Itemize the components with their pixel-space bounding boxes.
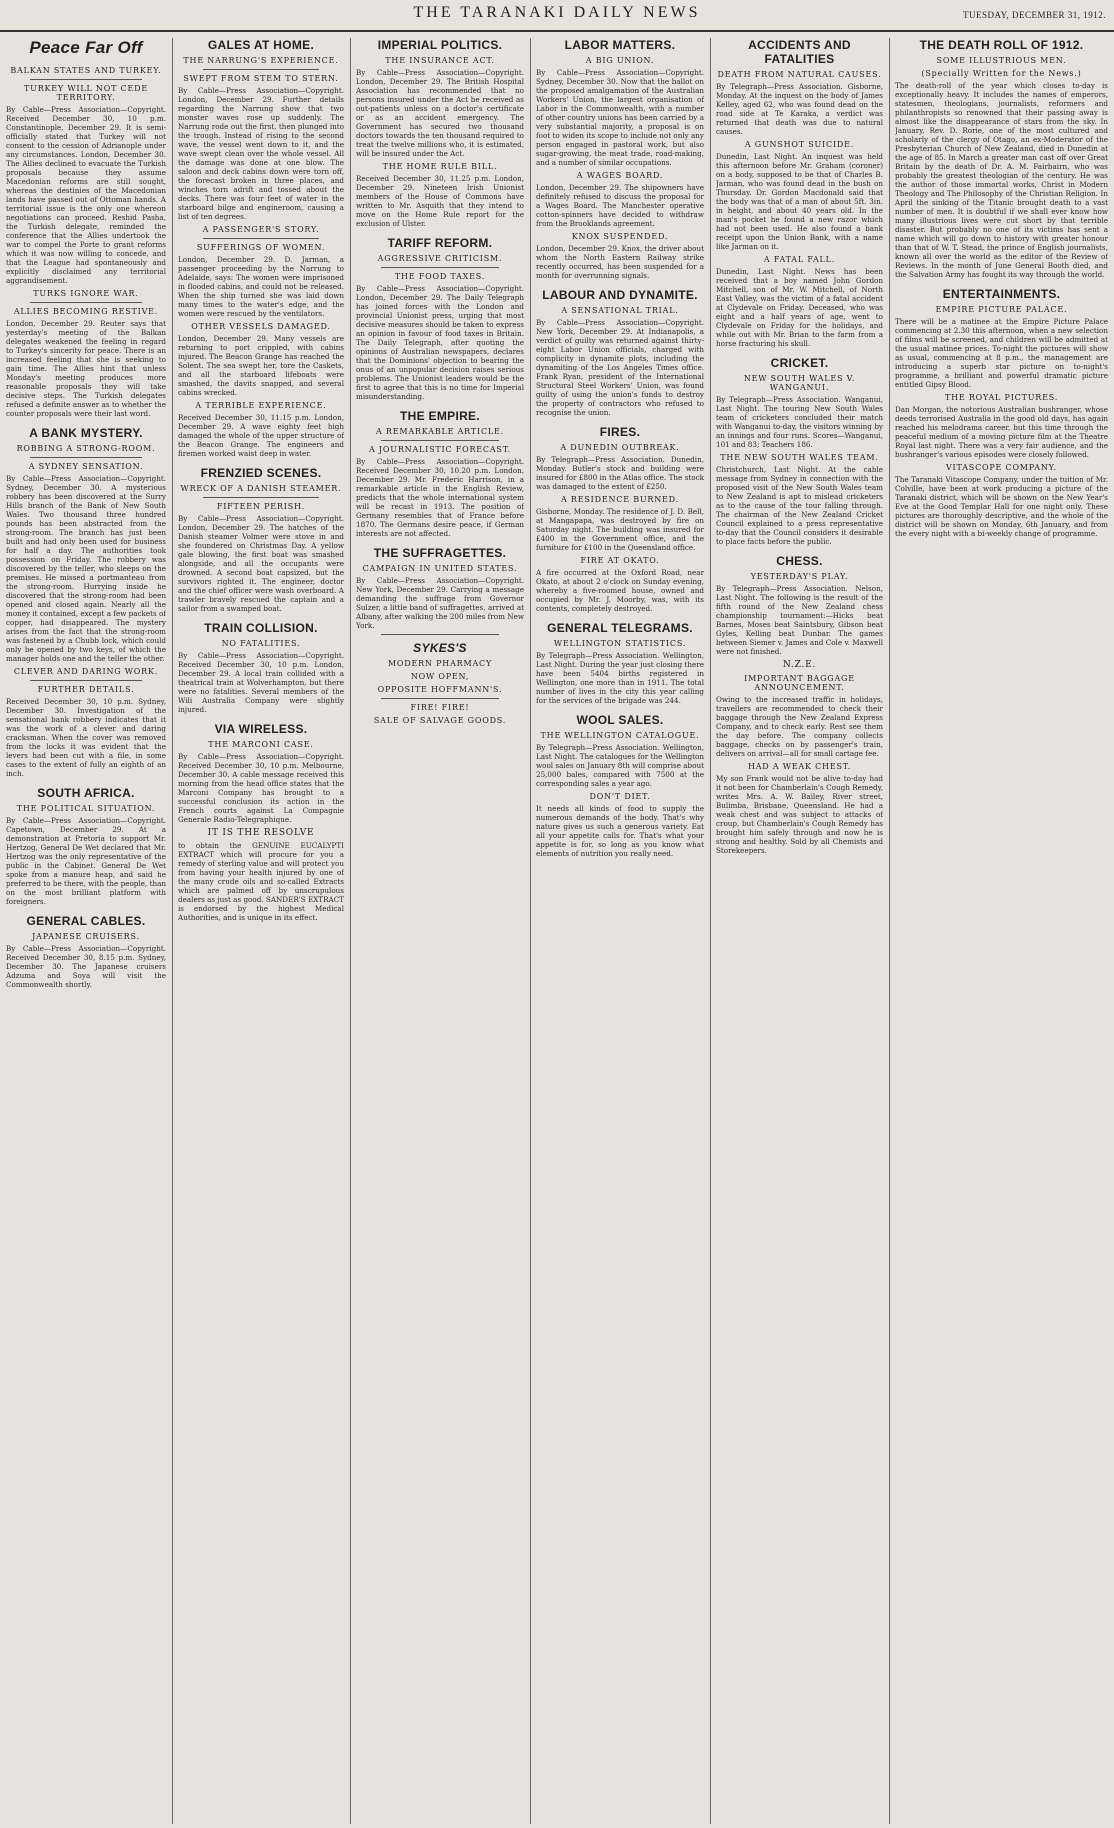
article-body: By Cable—Press Association—Copyright. Sydney, December 30. Now that the ballot on the proposed amalgamation of the Australian Workers' Union, the largest organisation of Labor in the Commonwealth, with a number of other country unions has been carried by a very substantial majority, a proposal is on foot to widen its scope to include not only any person engaged in pastoral work, but also sugar-growing, the meat trade, road-making, and a number of similar occupations. — [536, 68, 704, 167]
article-body: By Cable—Press Association—Copyright. London, December 29. The hatches of the Danish steamer Volmer were stove in and she foundered on Christmas Day. A yellow gale blowing, the first boat was smashed alongside, and all the occupants were drowned. A second boat capsized, but the survivors righted it. The engineer, doctor and the chief officer were wash overboard. A trawler bravely rescued the captain and a sailor from a swamped boat. — [178, 514, 344, 613]
divider — [381, 698, 499, 699]
divider — [30, 79, 142, 80]
article-body: Dunedin, Last Night. News has been received that a boy named John Gordon Mitchell, son of Mr. W. Mitchell, of North East Valley, was the victim of a fatal accident at Clydevale on Friday. Deceased, who was eight and a half years of age, went to Clydevale on Friday for the holidays, and while out with Mr. Brian to the farm from a horse fracturing his skull. — [716, 267, 883, 348]
subhead: A SYDNEY SENSATION. — [28, 462, 144, 471]
advert-heading: N.Z.E. — [782, 660, 817, 670]
article-body: By Cable—Press Association—Copyright. Received December 30, 10 p.m. Constantinople, December 29. It is semi-officially stated that Turkey will not consent to the cession of Adrianople under any circumstances. London, December 30. The Allies declined to evacuate the Turkish proposals because they assume Macedonian reforms are still sought, whereas the destinies of the Macedonian lands have passed out of Ottoman hands. A territorial issue is the only one whereon negotiations can proceed. Reshid Pasha, the Turkish delegate, reminded the conference that the Allies undertook the war to compel the Porte to grant reforms which it was now willing to concede, and that the League had spontaneously and explicitly disclaimed any territorial aggrandisement. — [6, 105, 166, 285]
article-body: London, December 29. Knox, the driver about whom the North Eastern Railway strike recently occurred, has been suspended for a month for overrunning signals. — [536, 244, 704, 280]
article-body: By Cable—Press Association—Copyright. London, December 29. The British Hospital Association has recommended that no persons insured under the Act be received as out-patients unless on a doctor's certificate or as an accident emergency. The Government has secured two thousand doctors towards the ten thousand required to treat the twelve millions who, it is estimated, will be insured under the Act. — [356, 68, 524, 158]
subhead: A FATAL FALL. — [763, 255, 836, 264]
subhead: THE INSURANCE ACT. — [385, 56, 495, 65]
subhead: VITASCOPE COMPANY. — [945, 463, 1058, 472]
headline-cricket: CRICKET. — [770, 356, 829, 370]
article-body: A fire occurred at the Oxford Road, near Okato, at about 2 o'clock on Sunday evening, whereby a five-roomed house, owned and occupied by Mr. J. Moorby, was, with its contents, completely destroyed. — [536, 568, 704, 613]
subhead: THE NEW SOUTH WALES TEAM. — [720, 453, 879, 462]
headline-general-cables: GENERAL CABLES. — [26, 914, 146, 928]
article-body: By Cable—Press Association—Copyright. London, December 29. Further details regarding the Narrung show that two monster waves rose up suddenly. The Narrung rode out the first, then plunged into the trough. Instead of rising to the second wave, the vessel went down to it, and the wave swept clean over the whole vessel. All the damage was done at one blow. The saloon and deck cabins down were torn off, the forecast broken in three places, and winches torn adrift and tossed about the decks. There was four feet of water in the starboard bilge and engineroom, causing a list of ten degrees. — [178, 86, 344, 221]
article-body: By Cable—Press Association—Copyright. New York, December 29. Carrying a message demanding the suffrage from Governor Sulzer, a little band of suffragettes, arrived at Albany, after walking the 200 miles from New York. — [356, 576, 524, 630]
headline-frenzied-scenes: FRENZIED SCENES. — [200, 466, 322, 480]
advert-body: to obtain the GENUINE EUCALYPTI EXTRACT which will procure for you a remedy of sterling value and will protect you from having your health injured by one of the many crude oils and so-called Extracts which are palmed off by unscrupulous dealers as just as good. SANDER'S EXTRACT is endorsed by the highest Medical Authorities, and is unique in its effect. — [178, 841, 344, 922]
headline-the-empire: THE EMPIRE. — [400, 409, 480, 423]
article-body: By Telegraph—Press Association. Gisborne, Monday. At the inquest on the body of James Kelley, aged 62, who was found dead on the road side at Te Karaka, a verdict was returned that death was due to natural causes. — [716, 82, 883, 136]
subhead: NEW SOUTH WALES V. WANGANUI. — [743, 374, 856, 392]
column-4 — [536, 38, 704, 1824]
column-rule — [889, 38, 890, 1824]
divider — [30, 302, 142, 303]
byline: (Specially Written for the News.) — [921, 69, 1082, 78]
headline-the-suffragettes: THE SUFFRAGETTES. — [373, 546, 507, 560]
article-body: Gisborne, Monday. The residence of J. D. Bell, at Mangapapa, was destroyed by fire on Saturday night. The building was insured for £400 in the Government office, and the furniture for £100 in the Queensland office. — [536, 507, 704, 552]
article-body: Received December 30, 10 p.m. Sydney, December 30. Investigation of the sensational bank robbery indicates that it was the work of a clever and daring cracksman. When the cover was removed from the locks it was evident that the levers had been cut with a file, in some cases to the extent of fully an eighth of an inch. — [6, 697, 166, 778]
subhead: A PASSENGER'S STORY. — [202, 225, 320, 234]
subhead: A WAGES BOARD. — [576, 171, 664, 180]
article-body: By Telegraph—Press Association. Nelson, Last Night. The following is the result of the fifth round of the New Zealand chess championship tournament:—Hicks beat Barnes, Moses beat Saintsbury, Gibson beat Gyles, Kelling beat Dunbar. The games between Siemer v. James and Cole v. Maxwell were not finished. — [716, 584, 883, 656]
subhead: IMPORTANT BAGGAGE ANNOUNCEMENT. — [744, 674, 855, 692]
subhead: THE ROYAL PICTURES. — [944, 393, 1059, 402]
article-body: By Cable—Press Association—Copyright. Received December 30, 10 p.m. London, December 29. A local train collided with a theatrical train at Wolverhampton, but there were no fatalities. Several members of the Wili Australia Company were slightly injured. — [178, 651, 344, 714]
advert-heading: IT IS THE RESOLVE — [207, 828, 315, 838]
article-body: By Telegraph—Press Association. Wellington, Last Night. The catalogues for the Wellington wool sales on January 8th will comprise about 25,000 bales, compared with 7500 at the corresponding sales a year ago. — [536, 743, 704, 788]
column-3 — [356, 38, 524, 1824]
subhead: A RESIDENCE BURNED. — [561, 495, 679, 504]
subhead: ALLIES BECOMING RESTIVE. — [13, 307, 159, 316]
subhead: THE POLITICAL SITUATION. — [16, 804, 156, 813]
article-body: By Cable—Press Association—Copyright. New York, December 29. At Indianapolis, a verdict of guilty was returned against thirty-eight Labor Union officials, charged with complicity in dynamite plots, including the dynamiting of the Los Angeles Times office. Frank Ryan, president of the International Structural Steel Workers' Union, was found guilty of using the union's funds to destroy the property of contractors who refused to recognise the union. — [536, 318, 704, 417]
article-body: By Cable—Press Association—Copyright. Received December 30, 10.20 p.m. London, December 29. Mr. Frederic Harrison, in a remarkable article in the English Review, predicts that the whole international system will be recast in 1913. The position of Germany resembles that of France before 1870. The Germans desire peace, if German interests are not affected. — [356, 457, 524, 538]
article-body: By Cable—Press Association—Copyright. Received December 30, 10 p.m. Melbourne, December 30. A cable message received this morning from the head office states that the Marconi Company has brought to a successful conclusion its action in the French courts against La Compagnie Generale Radio-Telegraphique. — [178, 752, 344, 824]
advert-line: MODERN PHARMACY — [387, 659, 493, 668]
article-body: The Taranaki Vitascope Company, under the tuition of Mr. Colville, have been at work producing a picture of the Taranaki district, which will be shown on the New Year's Eve at the Good Templar Hall for one night only. These pictures are thoroughly descriptive, and the whole of the district will be shown on Monday, 6th January, and from the every night with a bi-weekly change of programme. — [895, 475, 1108, 538]
column-1 — [6, 38, 166, 1824]
column-rule — [350, 38, 351, 1824]
advert-sykes: SYKES'S — [413, 641, 467, 655]
divider — [381, 634, 499, 635]
article-body: Received December 30, 11.25 p.m. London, December 29. Nineteen Irish Unionist members of the House of Commons have written to Mr. Asquith that they intend to move on the Home Rule report for the exclusion of Ulster. — [356, 174, 524, 228]
article-body: By Cable—Press Association—Copyright. Capetown, December 29. At a demonstration at Pretoria to support Mr. Hertzog, General De Wet declared that Mr. Hertzog was the only representative of the public in the Cabinet. General De Wet spoke from a manure heap, and said he preferred to be there, with the people, than on the most brilliant platform with foreigners. — [6, 816, 166, 906]
subhead: SUFFERINGS OF WOMEN. — [196, 243, 326, 252]
subhead: FIRE AT OKATO. — [580, 556, 660, 565]
column-5 — [716, 38, 883, 1824]
subhead: A DUNEDIN OUTBREAK. — [560, 443, 680, 452]
divider — [381, 267, 499, 268]
subhead: OTHER VESSELS DAMAGED. — [191, 322, 331, 331]
subhead: A SENSATIONAL TRIAL. — [561, 306, 679, 315]
subhead: FIFTEEN PERISH. — [216, 502, 306, 511]
subhead: JAPANESE CRUISERS. — [32, 932, 140, 941]
advert-body: My son Frank would not be alive to-day had it not been for Chamberlain's Cough Remedy, writes Mrs. A. W. Bailey, River street, Bulimba, Brisbane, Queensland. He had a weak chest and was subject to attacks of croup, but Chamberlain's Cough Remedy has brought him safely through and now he is strong and healthy. Sold by all Chemists and Storekeepers. — [716, 774, 883, 855]
article-body: London, December 29. Reuter says that yesterday's meeting of the Balkan delegates weakened the feeling in regard to Turkey's sincerity for peace. There is an increased feeling that she is seeking to gain time. The Allies hint that unless Monday's meeting produces more reasonable proposals they will take decisive steps. The Turkish delegates refused a definite answer as to whether the counter proposals were their last word. — [6, 319, 166, 418]
article-body: By Cable—Press Association—Copyright. Sydney, December 30. A mysterious robbery has been discovered at the Surry Hills branch of the Bank of New South Wales. Two thousand three hundred pounds has been abstracted from the strong-room. The branch has just been built and had only been used for business for half a day. The authorities took possession on Friday. The robbery was discovered by the teller, who sleeps on the premises. He missed a portmanteau from the strong-room. Hurrying inside he discovered that the strong-room had been opened and closed again. Nearly all the money it contained, except a few packets of copper, had disappeared. The mystery arises from the fact that the strong-room was fastened by a Chubb lock, which could only be opened by two keys, of which the manager holds one and the teller the other. — [6, 474, 166, 663]
subhead: A GUNSHOT SUICIDE. — [744, 140, 855, 149]
subhead: A JOURNALISTIC FORECAST. — [369, 445, 511, 454]
subhead: HAD A WEAK CHEST. — [747, 762, 852, 771]
divider — [203, 238, 319, 239]
masthead — [0, 0, 1114, 32]
subhead: A REMARKABLE ARTICLE. — [376, 427, 504, 436]
headline-labor-matters: LABOR MATTERS. — [564, 38, 676, 52]
subhead: ROBBING A STRONG-ROOM. — [16, 444, 156, 453]
article-body: Dunedin, Last Night. An inquest was held this afternoon before Mr. Graham (coroner) on a body, supposed to be that of Charles B. Jarman, who was found dead in the bush on Thursday. Dr. Gordon Macdonald said that the body was that of a man of about 5ft. 3in. in height, and about 40 years old. In the man's pocket he found a new razor which had not been used. He also found a bank receipt upon the Union Bank, with a name like Jarman on it. — [716, 152, 883, 251]
column-6 — [895, 38, 1108, 1824]
subhead: KNOX SUSPENDED. — [571, 232, 669, 241]
divider — [381, 440, 499, 441]
column-2 — [178, 38, 344, 1824]
advert-line: NOW OPEN, — [410, 672, 470, 681]
column-rule — [530, 38, 531, 1824]
article-body: By Cable—Press Association—Copyright. Received December 30, 8.15 p.m. Sydney, December 30. The Japanese cruisers Adzuma and Soya will visit the Commonwealth shortly. — [6, 944, 166, 989]
subhead: WRECK OF A DANISH STEAMER. — [180, 484, 342, 493]
subhead: AGGRESSIVE CRITICISM. — [377, 254, 503, 263]
article-body: Received December 30, 11.15 p.m. London, December 29. A wave eighty feet high damaged the whole of the upper structure of the Beacon Grange. The engineers and firemen worked waist deep in water. — [178, 413, 344, 458]
article-body: There will be a matinee at the Empire Picture Palace commencing at 2.30 this afternoon, when a new selection of films will be screened, and children will be admitted at the usual matinee prices. To-night the pictures will show as usual, commencing at 8 p.m., the management are introducing a superb star picture on to-night's programme, a brilliant and powerful dramatic picture entitled Gipsy Blood. — [895, 317, 1108, 389]
headline-death-roll: THE DEATH ROLL OF 1912. — [919, 38, 1084, 52]
headline-chess: CHESS. — [776, 554, 823, 568]
headline-accidents-and-fatalities: ACCIDENTS AND FATALITIES — [748, 38, 851, 66]
headline-imperial-politics: IMPERIAL POLITICS. — [377, 38, 503, 52]
article-body: Dan Morgan, the notorious Australian bushranger, whose deeds terrorised Australia in the good old days, has again reached his melodrama career, but this time through the peaceful medium of a moving picture film at the Theatre Royal last night. There was a very fair audience, and the bushranger's various episodes were closely followed. — [895, 405, 1108, 459]
headline-gales-at-home: GALES AT HOME. — [207, 38, 315, 52]
subhead: YESTERDAY'S PLAY. — [750, 572, 849, 581]
headline-bank-mystery: A BANK MYSTERY. — [29, 426, 143, 440]
subhead: THE MARCONI CASE. — [208, 740, 314, 749]
subhead: EMPIRE PICTURE PALACE. — [935, 305, 1068, 314]
subhead: CAMPAIGN IN UNITED STATES. — [362, 564, 518, 573]
advert-line: OPPOSITE HOFFMANN'S. — [377, 685, 503, 694]
article-body: Christchurch, Last Night. At the cable message from Sydney in connection with the proposed visit of the New South Wales team to New Zealand is apt to mislead cricketers as to the cause of the tour falling through. The chairman of the New Zealand Cricket Council explained to a press representative to-day that the Council considers it desirable to place facts before the public. — [716, 465, 883, 546]
headline-south-africa: SOUTH AFRICA. — [37, 786, 135, 800]
divider — [30, 457, 142, 458]
subhead: THE FOOD TAXES. — [394, 272, 486, 281]
headline-wool-sales: WOOL SALES. — [576, 713, 664, 727]
article-body: By Cable—Press Association—Copyright. London, December 29. The Daily Telegraph has joined forces with the London and provincial Unionist press, urging that most decisive measures should be taken to express an opinion in favour of food taxes in Britain. The Daily Telegraph, after quoting the opinions of Australian newspapers, declares that the Dominions' objection to bearing the onus of an unpopular decision raises serious problems. The Unionist leaders would be the first to agree that this is no time for Imperial misunderstanding. — [356, 284, 524, 401]
headline-tariff-reform: TARIFF REFORM. — [387, 236, 493, 250]
subhead: THE NARRUNG'S EXPERIENCE. — [183, 56, 339, 65]
article-body: By Telegraph—Press Association. Wanganui, Last Night. The touring New South Wales team of cricketers concluded their match with Wanganui to-day, the visitors winning by an innings and four runs. Scores—Wanganui, 101 and 83; Teachers 186. — [716, 395, 883, 449]
article-body: London, December 29. D. Jarman, a passenger proceeding by the Narrung to Adelaide, says: The women were imprisoned in flooded cabins, and could not be released. When the ship turned she was laid down many times to the water's edge, and the women were rescued by the ventilators. — [178, 255, 344, 318]
subhead: A TERRIBLE EXPERIENCE. — [195, 401, 327, 410]
newspaper-title: THE TARANAKI DAILY NEWS — [413, 4, 701, 21]
subhead: DON'T DIET. — [589, 792, 651, 801]
article-body: By Telegraph—Press Association. Dunedin, Monday. Butler's stock and building were insured for £800 in the Atlas office. The stock was damaged to the extent of £250. — [536, 455, 704, 491]
divider — [203, 69, 319, 70]
subhead: THE HOME RULE BILL. — [382, 162, 498, 171]
subhead: SWEPT FROM STEM TO STERN. — [183, 74, 339, 83]
column-rule — [172, 38, 173, 1824]
subhead: SOME ILLUSTRIOUS MEN. — [936, 56, 1067, 65]
issue-date: TUESDAY, DECEMBER 31, 1912. — [962, 10, 1106, 20]
subhead: A BIG UNION. — [585, 56, 655, 65]
headline-via-wireless: VIA WIRELESS. — [214, 722, 308, 736]
advert-body: It needs all kinds of food to supply the numerous demands of the body. That's why nature gives us such a generous variety. Eat all your appetite calls for. That's what your appetite is for, so long as you know what elements of nutrition you really need. — [536, 804, 704, 858]
divider — [30, 680, 142, 681]
advert-line: FIRE! FIRE! — [410, 703, 470, 712]
headline-train-collision: TRAIN COLLISION. — [204, 621, 318, 635]
subhead: NO FATALITIES. — [221, 639, 301, 648]
headline-fires: FIRES. — [599, 425, 641, 439]
subhead: FURTHER DETAILS. — [37, 685, 135, 694]
headline-peace-far-off: Peace Far Off — [29, 38, 143, 57]
headline-general-telegrams: GENERAL TELEGRAMS. — [547, 621, 693, 635]
subhead: TURKEY WILL NOT CEDE TERRITORY. — [24, 84, 148, 102]
headline-labour-and-dynamite: LABOUR AND DYNAMITE. — [542, 288, 698, 302]
article-body: London, December 29. The shipowners have definitely refused to discuss the proposal for a Wages Board. The Manchester operative cotton-spinners have decided to withdraw from the Brooklands agreement. — [536, 183, 704, 228]
divider — [203, 497, 319, 498]
advert-body: Owing to the increased traffic in holidays, travellers are recommended to check their baggage through the New Zealand Express Company, and to check early. Rest see them the day before. The company collects baggage, checks on by passenger's train, delivers on arrival—all for small cartage fee. — [716, 695, 883, 758]
subhead: CLEVER AND DARING WORK. — [13, 667, 159, 676]
article-body: London, December 29. Many vessels are returning to port crippled, with cabins injured. The Beacon Grange has reached the Solent. The sea swept her, tore the Caskets, and all the starboard lifeboats were smashed, the davits snapped, and several cabins wrecked. — [178, 334, 344, 397]
article-body: By Telegraph—Press Association. Wellington, Last Night. During the year just closing there have been 5404 births registered in Wellington, one more than in 1911. The total number of lives in the city this year calling for the services of the brigade was 244. — [536, 651, 704, 705]
article-body: The death-roll of the year which closes to-day is exceptionally heavy. It includes the names of emperors, statesmen, theologians, journalists, reformers and philanthropists so renowned that their passing away is almost like the disappearance of stars from the sky. In January, Rev. D. Rorie, one of the most cultured and scholarly of the clergy of Otago, an ex-Moderator of the Presbyterian Church of New Zealand, died in Dunedin at the age of 85. In March a greater man cast off over Great Britain by the death of Dr. A. M. Fairbairn, who was probably the greatest theologian of the century. He was the author of those immortal works, Christ in Modern Theology and The Philosophy of the Christian Religion. In April the sinking of the Titanic brought death to a vast number of men. It is doubtful if we shall ever know how many illustrious lives were cut short by that terrible disaster. But probably no one of its victims has sent a name which will go down to history with greater honour than that of W. T. Stead, the prince of English journalists, known all over the world as the editor of the Review of Reviews. In the month of June General Booth died, and the Salvation Army has fought its way through the world. — [895, 81, 1108, 279]
column-rule — [710, 38, 711, 1824]
advert-line: SALE OF SALVAGE GOODS. — [373, 716, 507, 725]
subhead: BALKAN STATES AND TURKEY. — [10, 66, 162, 75]
subhead: DEATH FROM NATURAL CAUSES. — [717, 70, 882, 79]
subhead: WELLINGTON STATISTICS. — [553, 639, 687, 648]
subhead: THE WELLINGTON CATALOGUE. — [540, 731, 700, 740]
headline-entertainments: ENTERTAINMENTS. — [942, 287, 1061, 301]
subhead: TURKS IGNORE WAR. — [33, 289, 139, 298]
